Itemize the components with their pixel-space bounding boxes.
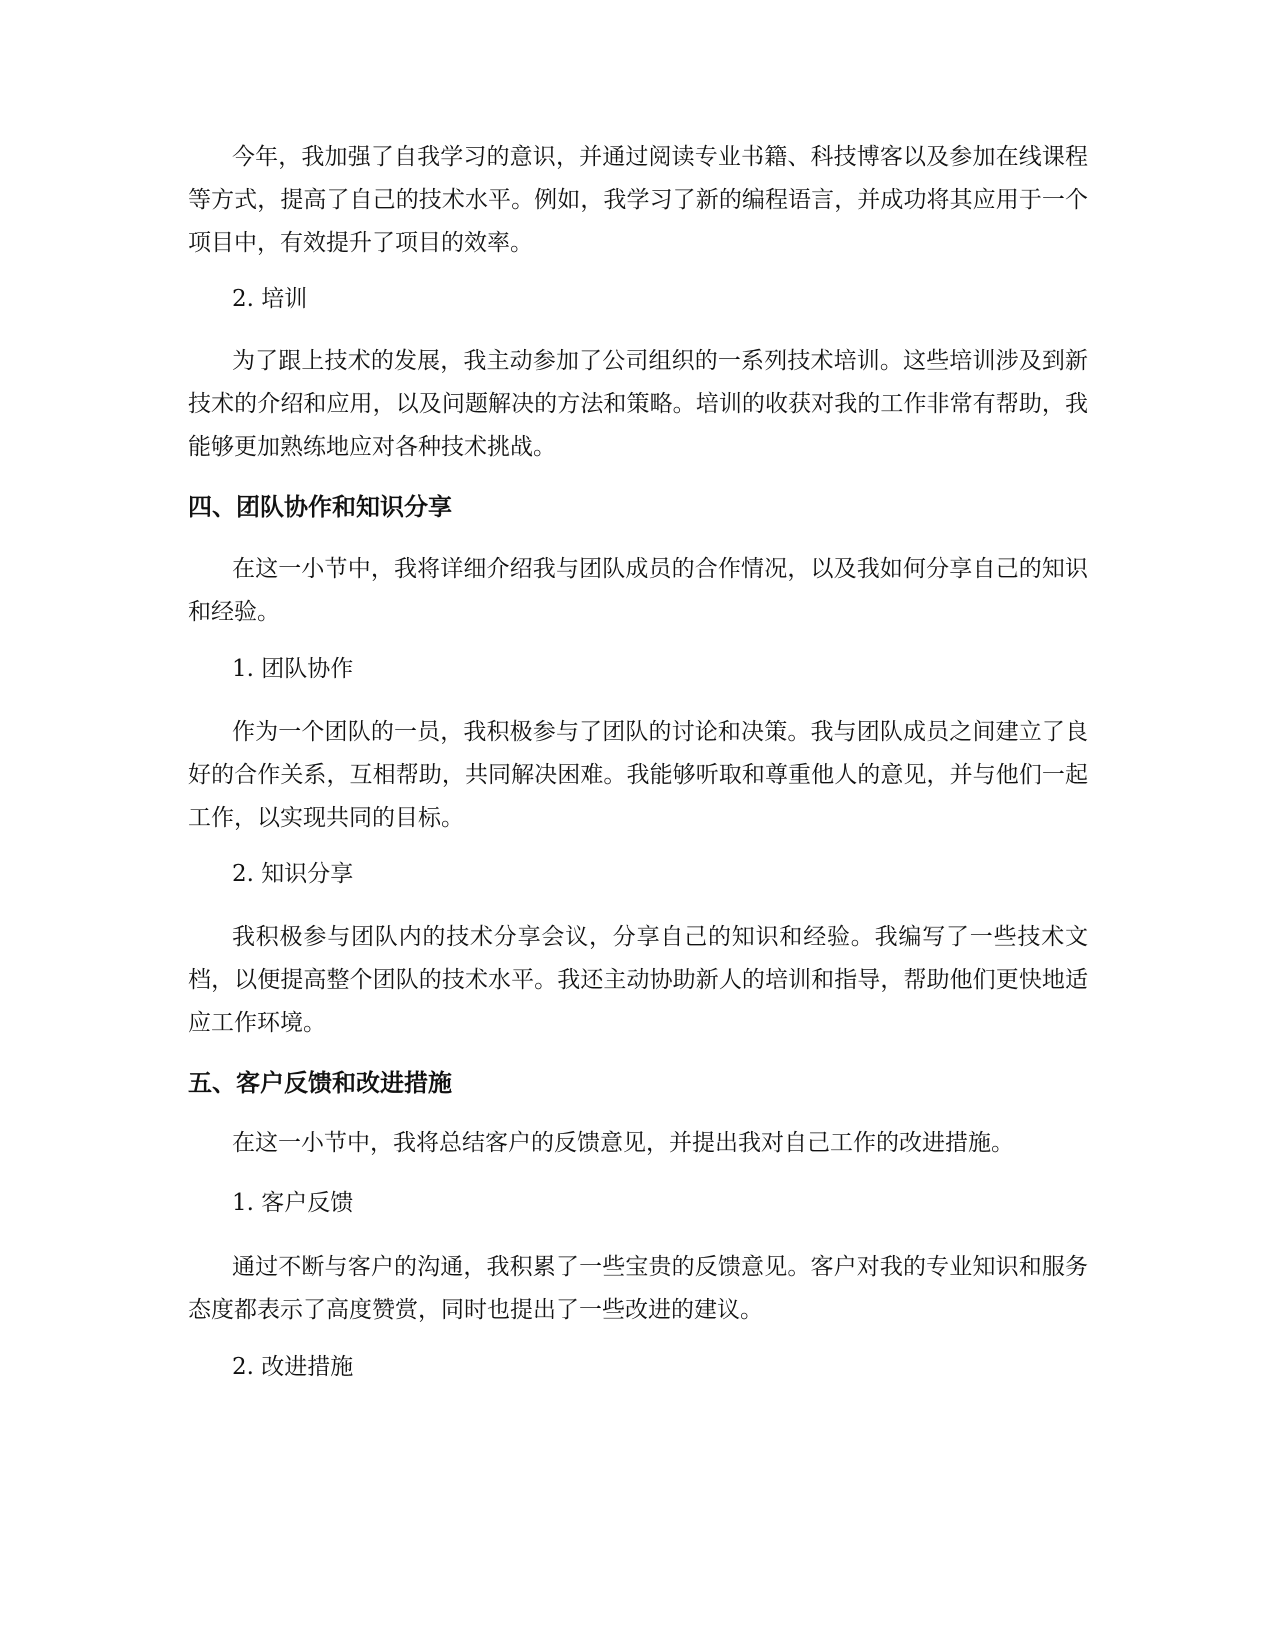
subheading-training: 2. 培训: [232, 286, 308, 312]
subheading-knowledge-sharing: 2. 知识分享: [232, 861, 354, 887]
paragraph-customer-feedback: 通过不断与客户的沟通，我积累了一些宝贵的反馈意见。客户对我的专业知识和服务态度都表示了高度赞赏，同时也提出了一些改进的建议。: [188, 1254, 1088, 1323]
section-heading-customer-feedback: 五、客户反馈和改进措施: [188, 1068, 452, 1097]
paragraph-training: 为了跟上技术的发展，我主动参加了公司组织的一系列技术培训。这些培训涉及到新技术的介绍和应用，以及问题解决的方法和策略。培训的收获对我的工作非常有帮助，我能够更加熟练地应对各种技术挑战。: [188, 348, 1088, 460]
subheading-improvement-measures: 2. 改进措施: [232, 1354, 354, 1380]
paragraph-teamwork-intro: 在这一小节中，我将详细介绍我与团队成员的合作情况，以及我如何分享自己的知识和经验。: [188, 556, 1088, 625]
paragraph-feedback-intro: 在这一小节中，我将总结客户的反馈意见，并提出我对自己工作的改进措施。: [232, 1130, 1014, 1156]
paragraph-self-learning: 今年，我加强了自我学习的意识，并通过阅读专业书籍、科技博客以及参加在线课程等方式，提高了自己的技术水平。例如，我学习了新的编程语言，并成功将其应用于一个项目中，有效提升了项目的效率。: [188, 144, 1088, 256]
subheading-team-collaboration: 1. 团队协作: [232, 656, 354, 682]
paragraph-team-collaboration: 作为一个团队的一员，我积极参与了团队的讨论和决策。我与团队成员之间建立了良好的合作关系，互相帮助，共同解决困难。我能够听取和尊重他人的意见，并与他们一起工作，以实现共同的目标。: [188, 719, 1088, 831]
paragraph-knowledge-sharing: 我积极参与团队内的技术分享会议，分享自己的知识和经验。我编写了一些技术文档，以便提高整个团队的技术水平。我还主动协助新人的培训和指导，帮助他们更快地适应工作环境。: [188, 924, 1088, 1036]
subheading-customer-feedback: 1. 客户反馈: [232, 1190, 354, 1216]
section-heading-teamwork: 四、团队协作和知识分享: [188, 492, 452, 521]
